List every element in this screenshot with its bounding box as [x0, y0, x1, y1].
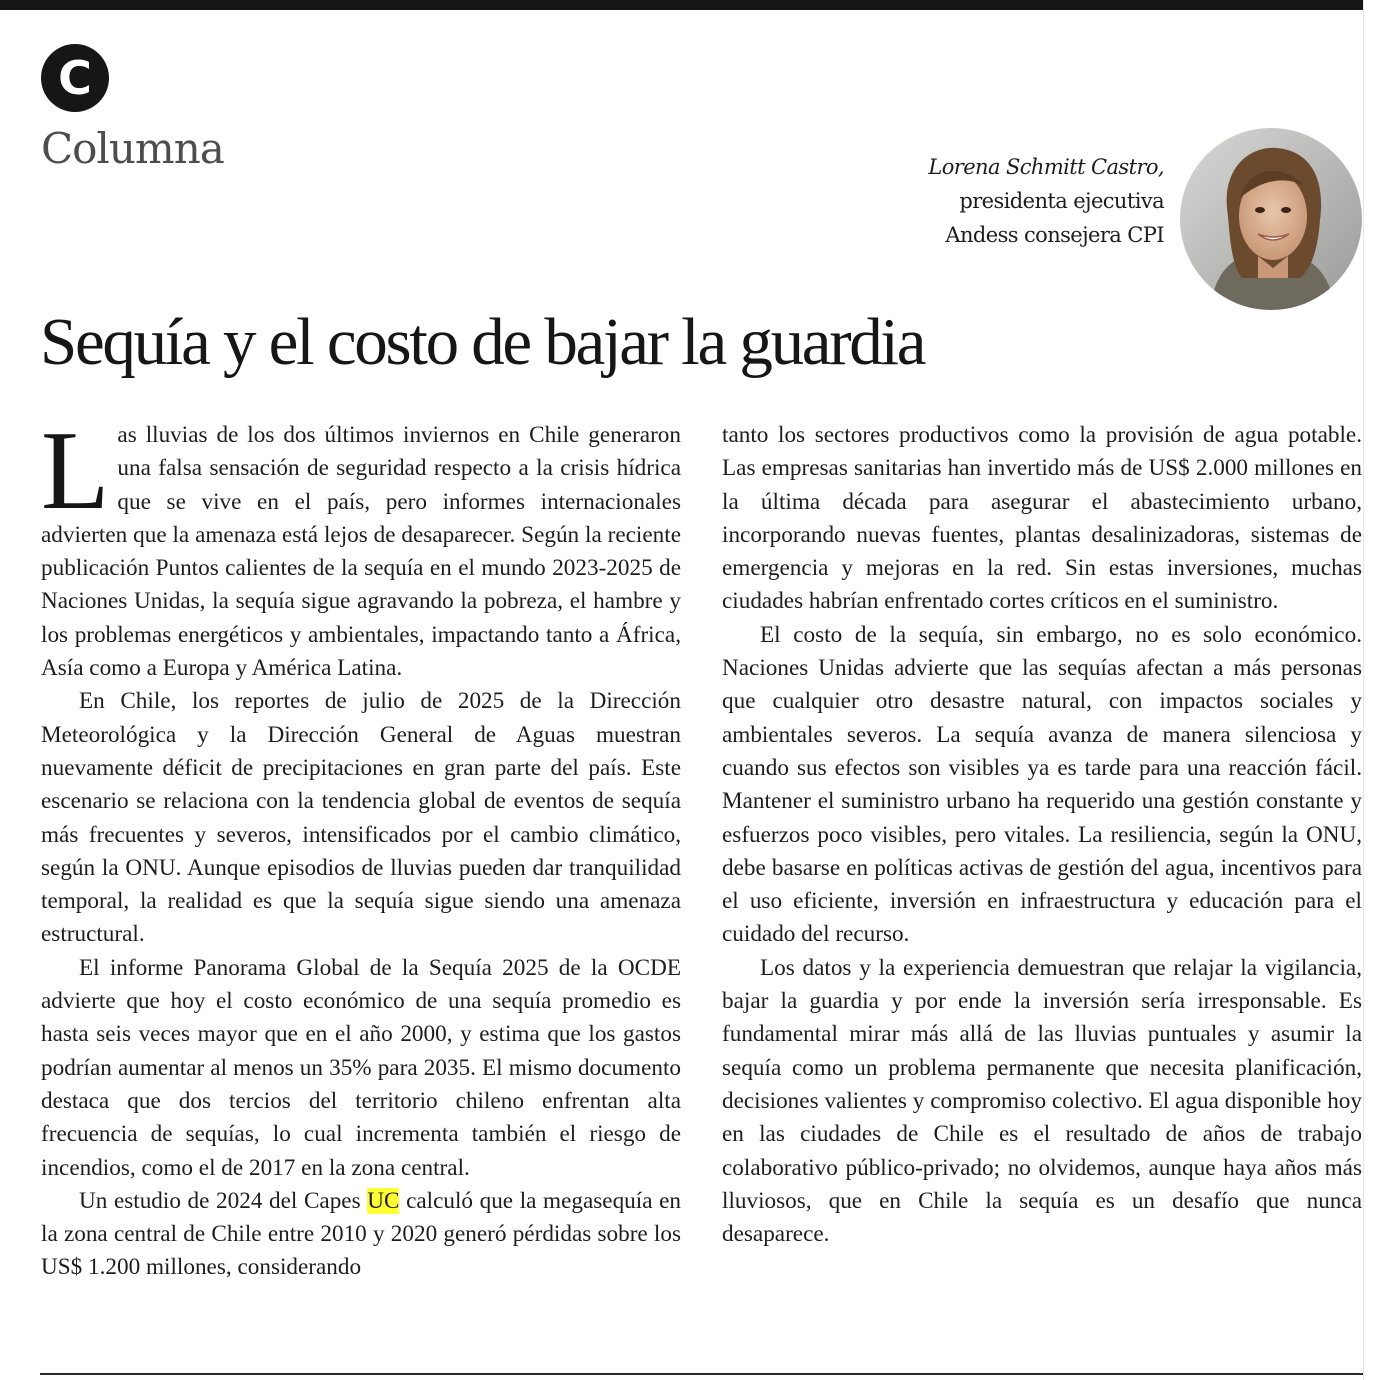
paragraph-4-text-start: Un estudio de 2024 del Capes: [79, 1187, 368, 1214]
author-role-line-1: presidenta ejecutiva: [959, 189, 1164, 213]
author-byline: [928, 150, 1164, 252]
bottom-rule: [40, 1373, 1363, 1375]
paragraph-4: [41, 1185, 681, 1285]
paragraph-2: En Chile, los reportes de julio de 2025 de la Dirección Meteorológica y la Dirección General de Aguas muestran nuevamente déficit de precipitaciones en gran parte del país. Este escenario se relaciona con la tendencia global de eventos de sequía más frecuentes y severos, intensificados por el cambio climático, según la ONU. Aunque episodios de lluvias pueden dar tranquilidad temporal, la realidad es que la sequía sigue siendo una amenaza estructural.: [41, 688, 681, 948]
top-rule: [0, 0, 1363, 10]
drop-cap: L: [41, 409, 110, 533]
paragraph-1: [41, 409, 681, 685]
article-headline: Sequía y el costo de bajar la guardia: [40, 305, 925, 379]
paragraph-4-text-end: calculó que la megasequía en la zona central de Chile entre 2010 y 2020 generó pérdidas sobre los US$ 1.200 millones, considerando: [41, 1187, 681, 1281]
article-column-left: [41, 409, 681, 1285]
logo-letter: C: [58, 51, 92, 105]
author-role-line-2: Andess consejera CPI: [945, 223, 1164, 247]
paragraph-3: El informe Panorama Global de la Sequía 2025 de la OCDE advierte que hoy el costo económico de una sequía promedio es hasta seis veces mayor que en el año 2000, y estima que los gastos podrían aumentar al menos un 35% para 2035. El mismo documento destaca que dos tercios del territorio chileno enfrentan alta frecuencia de sequías, lo cual incrementa también el riesgo de incendios, como el de 2017 en la zona central.: [41, 954, 681, 1181]
columna-logo: [41, 44, 109, 112]
paragraph-1-text: as lluvias de los dos últimos inviernos en Chile generaron una falsa sensación de seguridad respecto a la crisis hídrica que se vive en el país, pero informes internacionales advierten que la amenaza está lejos de desaparecer. Según la reciente publicación Puntos calientes de la sequía en el mundo 2023-2025 de Naciones Unidas, la sequía sigue agravando la pobreza, el hambre y los problemas energéticos y ambientales, impactando tanto a África, Asía como a Europa y América Latina.: [41, 422, 681, 682]
author-portrait: [1180, 128, 1362, 310]
author-portrait-image: [1180, 128, 1362, 310]
author-name: Lorena Schmitt Castro,: [928, 155, 1164, 179]
paragraph-6: Los datos y la experiencia demuestran que relajar la vigilancia, bajar la guardia y por ende la inversión sería irresponsable. Es fundamental mirar más allá de las lluvias puntuales y asumir la sequía como un problema permanente que necesita planificación, decisiones valientes y compromiso colectivo. El agua disponible hoy en las ciudades de Chile es el resultado de años de trabajo colaborativo público-privado; no olvidemos, aunque haya años más lluviosos, que en Chile la sequía es un desafío que nunca desaparece.: [722, 954, 1362, 1248]
paragraph-5: El costo de la sequía, sin embargo, no es solo económico. Naciones Unidas advierte que las sequías afectan a más personas que cualquier otro desastre natural, con impactos sociales y ambientales severos. La sequía avanza de manera silenciosa y cuando sus efectos son visibles ya es tarde para una reacción fácil. Mantener el suministro urbano ha requerido una gestión constante y esfuerzos poco visibles, pero vitales. La resiliencia, según la ONU, debe basarse en políticas activas de gestión del agua, incentivos para el uso eficiente, inversión en infraestructura y educación para el cuidado del recurso.: [722, 621, 1362, 948]
page-edge: [1363, 0, 1364, 1380]
section-label: Columna: [41, 124, 224, 173]
paragraph-4-continuation: tanto los sectores productivos como la provisión de agua potable. Las empresas sanitarias han invertido más de US$ 2.000 millones en la última década para asegurar el abastecimiento urbano, incorporando nuevas fuentes, plantas desalinizadoras, sistemas de emergencia y mejoras en la red. Sin estas inversiones, muchas ciudades habrían enfrentado cortes críticos en el suministro.: [722, 422, 1362, 615]
highlighted-term: UC: [367, 1187, 400, 1214]
article-column-right: [722, 419, 1362, 1251]
